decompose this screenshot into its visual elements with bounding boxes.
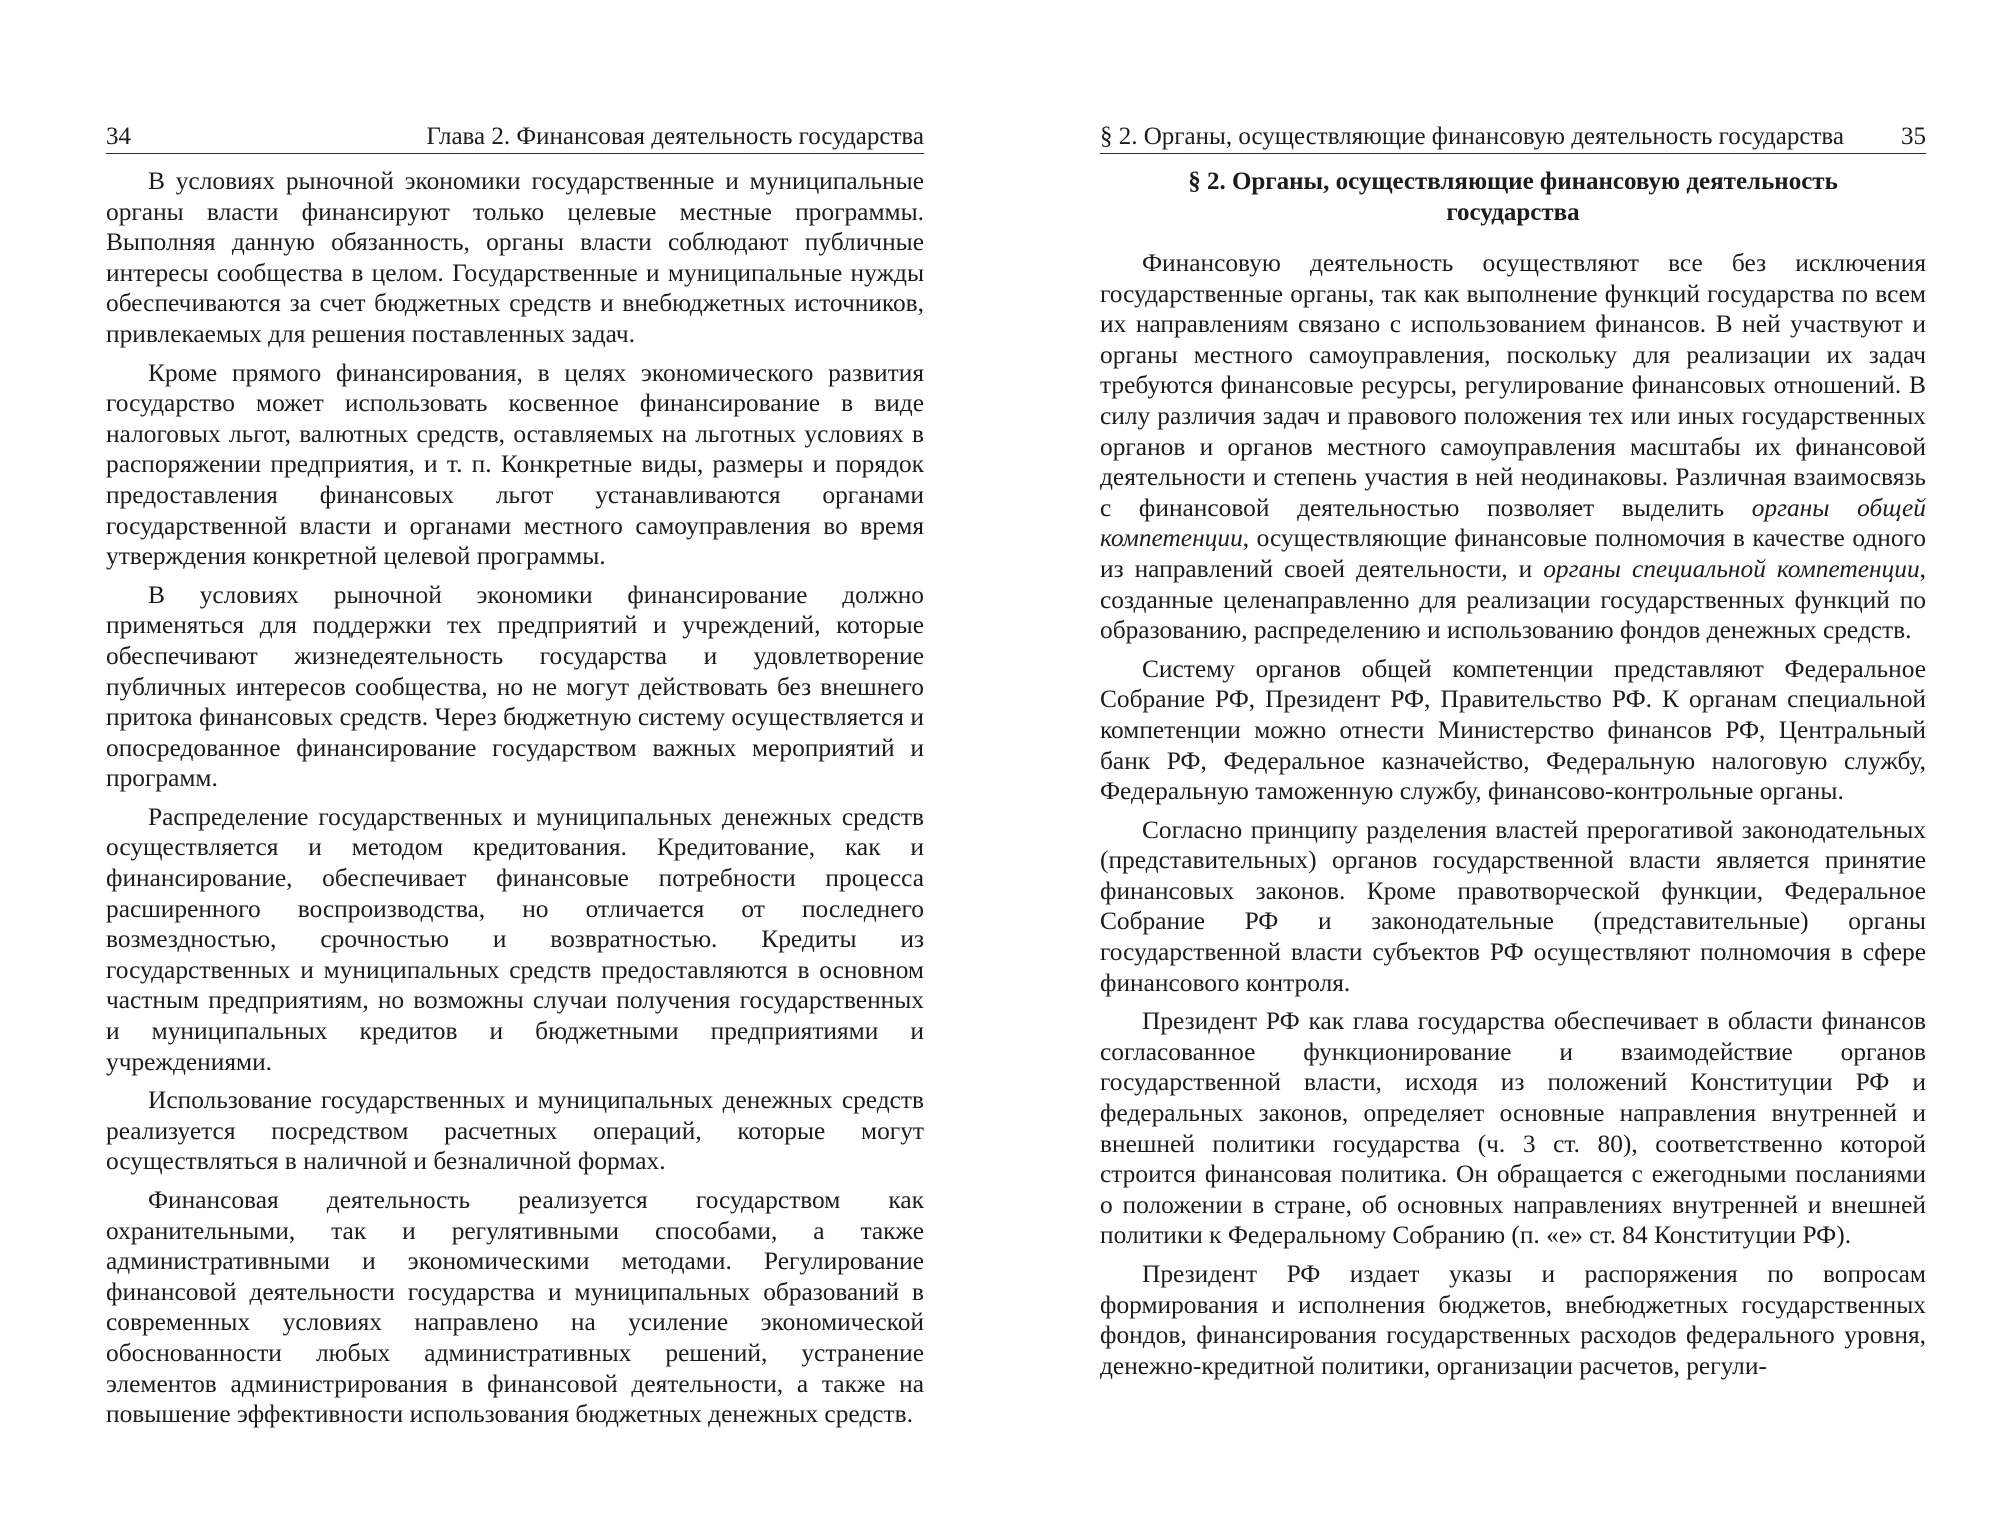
paragraph: Финансовая деятельность реализуется государством как охранительными, так и регулятивными способами, а также административными и экономическими методами. Регулирование финансовой деятельности государства и муниципальных образований в современных условиях направлено на усиление экономической обоснованности любых административных решений, устранение элементов администрирования в финансовой деятельности, а также на повышение эффективности использования бюджетных денежных средств. <box>106 1186 924 1429</box>
paragraph: Использование государственных и муниципальных денежных средств реализуется посредством расчетных операций, которые могут осуществляться в наличной и безналичной формах. <box>106 1086 924 1176</box>
left-page <box>106 122 924 1438</box>
paragraph <box>1100 248 1926 646</box>
paragraph: В условиях рыночной экономики финансирование должно применяться для поддержки тех предприятий и учреждений, которые обеспечивают жизнедеятельность государства и удовлетворение публичных интересов сообщества, но не могут действовать без внешнего притока финансовых средств. Через бюджетную систему осуществляется и опосредованное финансирование государством важных мероприятий и программ. <box>106 580 924 793</box>
left-running-head-title: Глава 2. Финансовая деятельность государства <box>426 123 924 150</box>
paragraph-text: Финансовую деятельность осуществляют все без исключения государственные органы, так как выполнение функций государства по всем их направлениям связано с использованием финансов. В ней участвуют и органы местного самоуправления, поскольку для реализации их задач требуются финансовые ресурсы, регулирование финансовых отношений. В силу различия задач и правового положения тех или иных государственных органов и органов местного самоуправления масштабы их финансовой деятельности и степень участия в ней неодинаковы. Различная взаимосвязь с финансовой деятельностью позволяет выделить <box>1100 249 1926 522</box>
paragraph: Распределение государственных и муниципальных денежных средств осуществляется и методом кредитования. Кредитование, как и финансирование, обеспечивает финансовые потребности процесса расширенного воспроизводства, но отличается от последнего возмездностью, срочностью и возвратностью. Кредиты из государственных и муниципальных средств предоставляются в основном частным предприятиям, но возможны случаи получения государственных и муниципальных кредитов и бюджетными предприятиями и учреждениями. <box>106 802 924 1076</box>
term-special-competence: органы специальной компетенции <box>1543 554 1920 583</box>
right-page <box>1100 122 1926 1389</box>
paragraph: Согласно принципу разделения властей прерогативой законодательных (представительных) органов государственной власти является принятие финансовых законов. Кроме правотворческой функции, Федеральное Собрание РФ и законодательные (представительные) органы государственной власти субъектов РФ осуществляют полномочия в сфере финансового контроля. <box>1100 815 1926 997</box>
paragraph-text: , созданные целенаправленно для реализации государственных функций по образованию, распределению и использованию фондов денежных средств. <box>1100 554 1927 645</box>
section-title: § 2. Органы, осуществляющие финансовую деятельность государства <box>1188 168 1838 226</box>
paragraph: Президент РФ как глава государства обеспечивает в области финансов согласованное функционирование и взаимодействие органов государственной власти, исходя из положений Конституции РФ и федеральных законов, определяет основные направления внутренней и внешней политики государства (ч. 3 ст. 80), соответственно которой строится финансовая политика. Он обращается с ежегодными посланиями о положении в стране, об основных направлениях внутренней и внешней политики к Федеральному Собранию (п. «е» ст. 84 Конституции РФ). <box>1100 1007 1926 1250</box>
left-running-head <box>106 122 924 154</box>
right-body-text <box>1100 248 1926 1381</box>
left-page-number: 34 <box>106 123 131 150</box>
left-body-text <box>106 166 924 1430</box>
term-general-competence: органы общей компетенции <box>1100 493 1926 553</box>
paragraph: Президент РФ издает указы и распоряжения по вопросам формирования и исполнения бюджетов, внебюджетных государственных фондов, финансирования государственных расходов федерального уровня, денежно-кредитной политики, организации расчетов, регули- <box>1100 1260 1926 1380</box>
paragraph: Систему органов общей компетенции представляют Федеральное Собрание РФ, Президент РФ, Правительство РФ. К органам специальной компетенции можно отнести Министерство финансов РФ, Центральный банк РФ, Федеральное казначейство, Федеральную налоговую службу, Федеральную таможенную службу, финансово-контрольные органы. <box>1100 654 1926 806</box>
paragraph-text: , осуществляющие финансовые полномочия в качестве одного из направлений своей деятельности, и <box>1100 524 1926 583</box>
paragraph: В условиях рыночной экономики государственные и муниципальные органы власти финансируют только целевые местные программы. Выполняя данную обязанность, органы власти соблюдают публичные интересы сообщества в целом. Государственные и муниципальные нужды обеспечиваются за счет бюджетных средств и внебюджетных источников, привлекаемых для решения поставленных задач. <box>106 167 924 348</box>
paragraph: Кроме прямого финансирования, в целях экономического развития государство может использовать косвенное финансирование в виде налоговых льгот, валютных средств, оставляемых на льготных условиях в распоряжении предприятия, и т. п. Конкретные виды, размеры и порядок предоставления финансовых льгот устанавливаются органами государственной власти и органами местного самоуправления во время утверждения конкретной целевой программы. <box>106 358 924 571</box>
right-running-head-title: § 2. Органы, осуществляющие финансовую деятельность государства <box>1100 123 1844 150</box>
right-page-number: 35 <box>1901 123 1926 150</box>
right-running-head <box>1100 122 1926 154</box>
